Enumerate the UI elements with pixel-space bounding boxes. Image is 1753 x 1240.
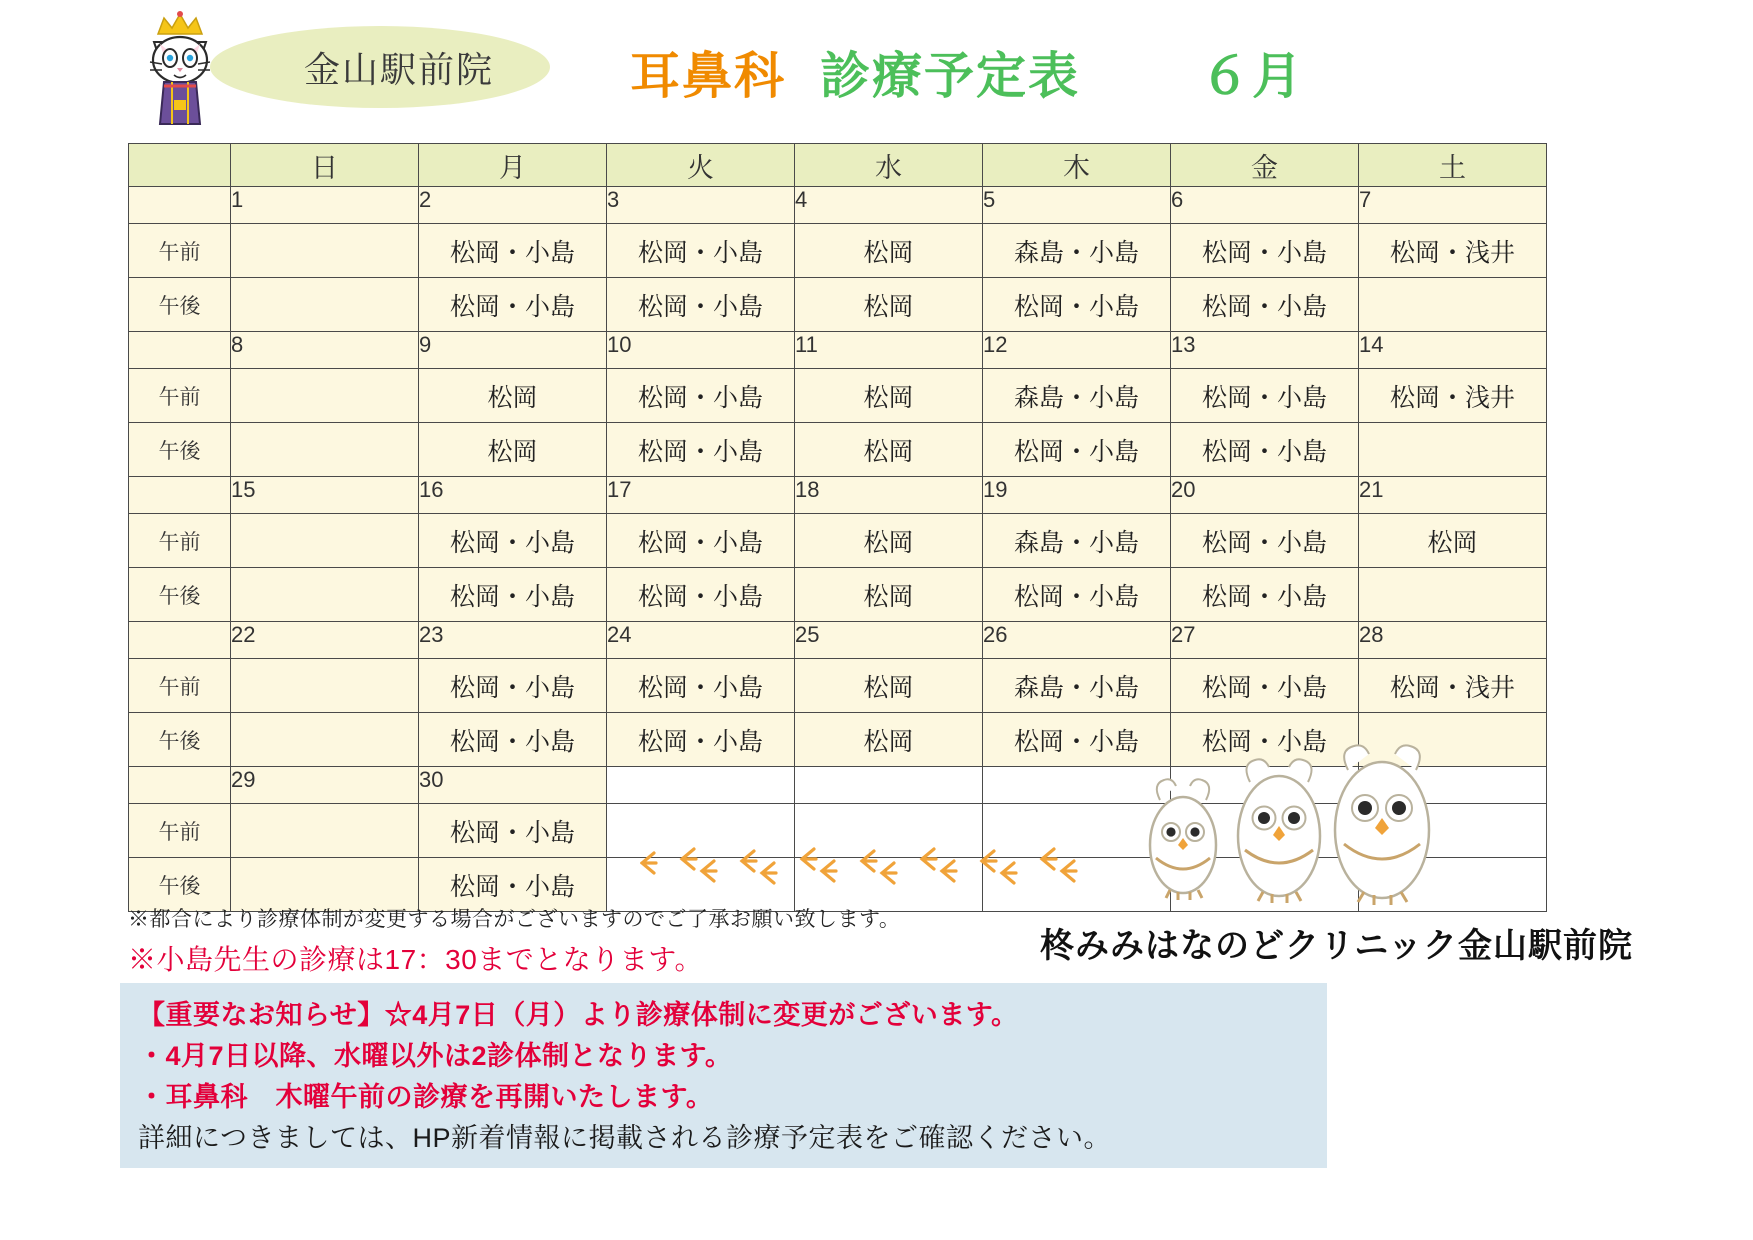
slot-cell: 松岡・小島 bbox=[607, 278, 795, 332]
clinic-full-name: 柊みみはなのどクリニック金山駅前院 bbox=[1040, 927, 1633, 965]
slot-cell: 松岡・小島 bbox=[1171, 278, 1359, 332]
weekday-header-thu: 木 bbox=[983, 144, 1171, 187]
date-cell: 11 bbox=[795, 332, 983, 369]
slot-cell: 松岡 bbox=[795, 713, 983, 767]
date-cell: 16 bbox=[419, 477, 607, 514]
slot-cell: 松岡・小島 bbox=[607, 369, 795, 423]
slot-cell bbox=[231, 423, 419, 477]
slot-cell: 松岡 bbox=[795, 224, 983, 278]
weekday-header-row bbox=[129, 144, 1547, 187]
slot-cell bbox=[231, 278, 419, 332]
row-label-am: 午前 bbox=[129, 369, 231, 423]
slot-cell: 松岡・浅井 bbox=[1359, 369, 1547, 423]
slot-cell bbox=[1359, 278, 1547, 332]
slot-cell: 松岡・小島 bbox=[1171, 369, 1359, 423]
notice-line-2: ・4月7日以降、水曜以外は2診体制となります。 bbox=[138, 1041, 733, 1071]
slot-cell: 松岡 bbox=[419, 423, 607, 477]
slot-cell: 松岡 bbox=[795, 369, 983, 423]
date-cell: 26 bbox=[983, 622, 1171, 659]
notice-line-3: ・耳鼻科 木曜午前の診療を再開いたします。 bbox=[138, 1082, 714, 1112]
date-cell: 1 bbox=[231, 187, 419, 224]
row-label-am: 午前 bbox=[129, 659, 231, 713]
date-row-week2 bbox=[129, 332, 1547, 369]
date-cell: 7 bbox=[1359, 187, 1547, 224]
am-row-week2 bbox=[129, 369, 1547, 423]
department-title: 耳鼻科 bbox=[630, 48, 786, 104]
slot-cell: 松岡・小島 bbox=[419, 804, 607, 858]
weekday-header-fri: 金 bbox=[1171, 144, 1359, 187]
slot-cell: 松岡・小島 bbox=[1171, 224, 1359, 278]
slot-cell: 松岡・小島 bbox=[983, 713, 1171, 767]
date-cell: 30 bbox=[419, 767, 607, 804]
slot-cell: 松岡・小島 bbox=[607, 514, 795, 568]
date-cell: 14 bbox=[1359, 332, 1547, 369]
slot-cell: 松岡・小島 bbox=[419, 278, 607, 332]
date-cell: 8 bbox=[231, 332, 419, 369]
pm-row-week2 bbox=[129, 423, 1547, 477]
date-cell: 27 bbox=[1171, 622, 1359, 659]
am-row-week3 bbox=[129, 514, 1547, 568]
row-label-pm: 午後 bbox=[129, 278, 231, 332]
note-schedule-change: ※都合により診療体制が変更する場合がございますのでご了承お願い致します。 bbox=[128, 908, 901, 931]
date-cell: 15 bbox=[231, 477, 419, 514]
notice-line-1: 【重要なお知らせ】☆4月7日（月）より診療体制に変更がございます。 bbox=[138, 1000, 1019, 1030]
slot-cell: 松岡・浅井 bbox=[1359, 224, 1547, 278]
mascot-cat-icon bbox=[120, 8, 240, 128]
owl-illustration bbox=[1120, 740, 1560, 920]
slot-cell: 松岡・小島 bbox=[1171, 514, 1359, 568]
row-label-pm: 午後 bbox=[129, 423, 231, 477]
row-label-pm: 午後 bbox=[129, 713, 231, 767]
date-cell: 9 bbox=[419, 332, 607, 369]
date-cell: 19 bbox=[983, 477, 1171, 514]
slot-cell: 松岡・小島 bbox=[419, 659, 607, 713]
pm-row-week3 bbox=[129, 568, 1547, 622]
row-label-pm: 午後 bbox=[129, 858, 231, 912]
date-cell: 10 bbox=[607, 332, 795, 369]
date-cell: 23 bbox=[419, 622, 607, 659]
clinic-branch-pill bbox=[210, 26, 550, 108]
weekday-header-sat: 土 bbox=[1359, 144, 1547, 187]
date-cell: 4 bbox=[795, 187, 983, 224]
slot-cell: 松岡・小島 bbox=[419, 858, 607, 912]
row-label-am: 午前 bbox=[129, 224, 231, 278]
schedule-title: 診療予定表 bbox=[820, 48, 1080, 104]
date-cell: 5 bbox=[983, 187, 1171, 224]
date-cell: 13 bbox=[1171, 332, 1359, 369]
date-row-spacer bbox=[129, 332, 231, 369]
bird-footprints-icon bbox=[640, 845, 1110, 885]
table-corner-cell bbox=[129, 144, 231, 187]
date-cell: 21 bbox=[1359, 477, 1547, 514]
slot-cell bbox=[231, 369, 419, 423]
important-notice-box bbox=[120, 983, 1327, 1168]
date-row-spacer bbox=[129, 622, 231, 659]
slot-cell bbox=[231, 659, 419, 713]
date-cell: 24 bbox=[607, 622, 795, 659]
slot-cell bbox=[231, 804, 419, 858]
slot-cell: 松岡・小島 bbox=[419, 713, 607, 767]
notice-line-4: 詳細につきましては、HP新着情報に掲載される診療予定表をご確認ください。 bbox=[138, 1123, 1111, 1153]
am-row-week1 bbox=[129, 224, 1547, 278]
slot-cell: 松岡 bbox=[795, 278, 983, 332]
slot-cell: 森島・小島 bbox=[983, 369, 1171, 423]
slot-cell bbox=[1359, 568, 1547, 622]
slot-cell: 松岡・小島 bbox=[1171, 423, 1359, 477]
date-cell: 17 bbox=[607, 477, 795, 514]
date-row-week1 bbox=[129, 187, 1547, 224]
slot-cell: 松岡 bbox=[795, 659, 983, 713]
row-label-pm: 午後 bbox=[129, 568, 231, 622]
slot-cell: 松岡・小島 bbox=[983, 278, 1171, 332]
table-head bbox=[129, 144, 1547, 187]
date-cell: 6 bbox=[1171, 187, 1359, 224]
clinic-branch-label: 金山駅前院 bbox=[303, 48, 494, 90]
date-row-week3 bbox=[129, 477, 1547, 514]
slot-cell bbox=[231, 713, 419, 767]
date-cell: 28 bbox=[1359, 622, 1547, 659]
slot-cell: 松岡・小島 bbox=[1171, 713, 1359, 767]
slot-cell bbox=[231, 224, 419, 278]
weekday-header-wed: 水 bbox=[795, 144, 983, 187]
slot-cell: 松岡・小島 bbox=[607, 659, 795, 713]
date-row-spacer bbox=[129, 477, 231, 514]
weekday-header-sun: 日 bbox=[231, 144, 419, 187]
page-header bbox=[0, 0, 1753, 130]
date-cell: 18 bbox=[795, 477, 983, 514]
row-label-am: 午前 bbox=[129, 804, 231, 858]
slot-cell: 松岡・浅井 bbox=[1359, 659, 1547, 713]
slot-cell: 松岡 bbox=[795, 514, 983, 568]
date-cell: 12 bbox=[983, 332, 1171, 369]
month-title: ６月 bbox=[1200, 48, 1304, 104]
empty-cell bbox=[795, 767, 983, 804]
slot-cell bbox=[231, 514, 419, 568]
slot-cell: 松岡・小島 bbox=[983, 423, 1171, 477]
slot-cell: 森島・小島 bbox=[983, 224, 1171, 278]
slot-cell bbox=[1359, 423, 1547, 477]
slot-cell: 松岡・小島 bbox=[1171, 659, 1359, 713]
slot-cell: 松岡・小島 bbox=[607, 423, 795, 477]
date-row-spacer bbox=[129, 187, 231, 224]
slot-cell: 松岡 bbox=[795, 423, 983, 477]
slot-cell: 松岡 bbox=[419, 369, 607, 423]
slot-cell bbox=[231, 568, 419, 622]
date-row-week4 bbox=[129, 622, 1547, 659]
am-row-week4 bbox=[129, 659, 1547, 713]
date-cell: 20 bbox=[1171, 477, 1359, 514]
slot-cell: 松岡・小島 bbox=[419, 224, 607, 278]
slot-cell: 松岡・小島 bbox=[607, 713, 795, 767]
weekday-header-tue: 火 bbox=[607, 144, 795, 187]
slot-cell: 森島・小島 bbox=[983, 659, 1171, 713]
weekday-header-mon: 月 bbox=[419, 144, 607, 187]
slot-cell: 松岡・小島 bbox=[419, 568, 607, 622]
date-cell: 29 bbox=[231, 767, 419, 804]
slot-cell: 松岡・小島 bbox=[607, 224, 795, 278]
slot-cell: 森島・小島 bbox=[983, 514, 1171, 568]
date-row-spacer bbox=[129, 767, 231, 804]
date-cell: 25 bbox=[795, 622, 983, 659]
slot-cell: 松岡・小島 bbox=[983, 568, 1171, 622]
slot-cell: 松岡・小島 bbox=[419, 514, 607, 568]
note-kojima-hours: ※小島先生の診療は17：30までとなります。 bbox=[128, 944, 704, 975]
empty-cell bbox=[607, 767, 795, 804]
slot-cell: 松岡 bbox=[1359, 514, 1547, 568]
slot-cell: 松岡 bbox=[795, 568, 983, 622]
date-cell: 22 bbox=[231, 622, 419, 659]
slot-cell: 松岡・小島 bbox=[607, 568, 795, 622]
row-label-am: 午前 bbox=[129, 514, 231, 568]
pm-row-week1 bbox=[129, 278, 1547, 332]
date-cell: 2 bbox=[419, 187, 607, 224]
date-cell: 3 bbox=[607, 187, 795, 224]
slot-cell: 松岡・小島 bbox=[1171, 568, 1359, 622]
